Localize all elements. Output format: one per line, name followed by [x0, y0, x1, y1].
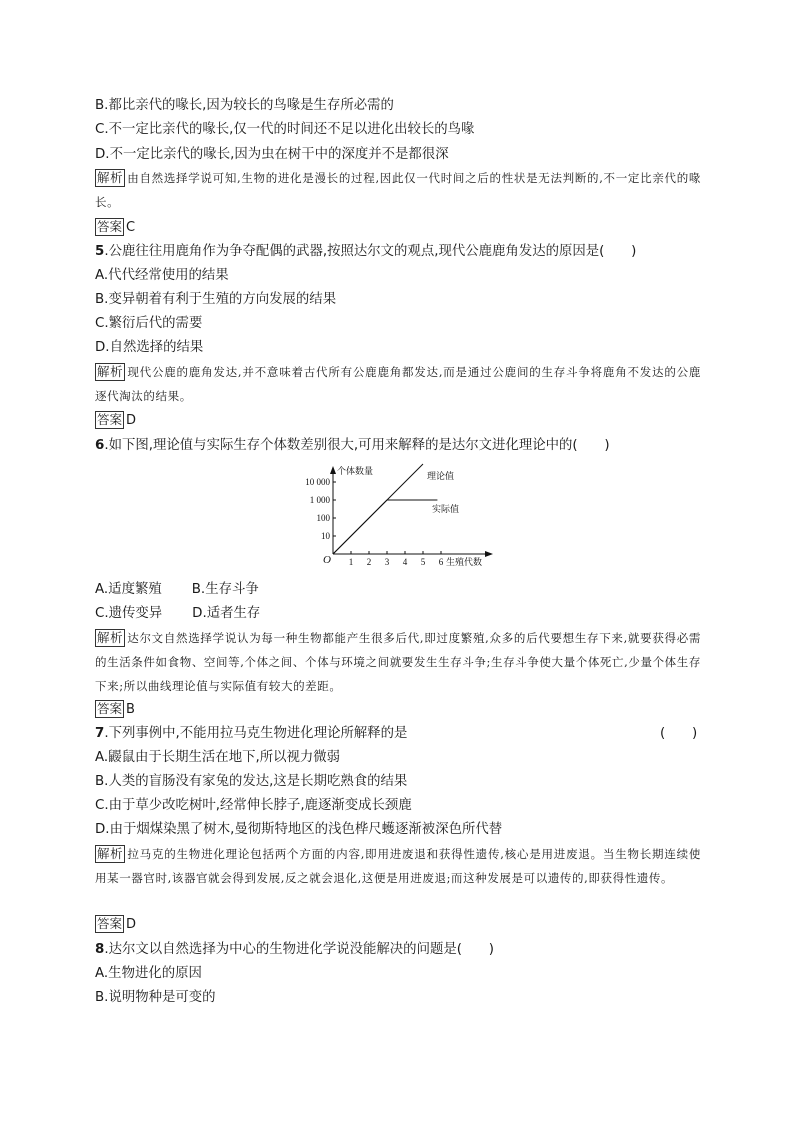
q4-answer [95, 218, 135, 238]
explanation-tag: 解析 [97, 364, 124, 379]
q6-option-b: B.生存斗争 [191, 582, 259, 597]
answer-tag: 答案 [97, 916, 123, 931]
answer-tag: 答案 [97, 219, 123, 234]
q4-option-b: B.都比亲代的喙长,因为较长的鸟喙是生存所必需的 [95, 98, 394, 113]
question-number: 8 [95, 942, 105, 957]
explanation-text: 达尔文自然选择学说认为每一种生物都能产生很多后代,即过度繁殖,众多的后代要想生存下来,就要获得必需的生活条件如食物、空间等,个体之间、个体与环境之间就要发生生存斗争;生存斗争使大量个体死亡,少量个体生存下来;所以曲线理论值与实际值有较大的差距。 [95, 631, 701, 693]
answer-value: C [126, 220, 136, 235]
q6-options-row1 [95, 580, 259, 600]
series-label-actual: 实际值 [432, 505, 460, 515]
x-tick-label: 3 [384, 557, 390, 567]
q6-stem [95, 436, 610, 456]
y-axis-label: 个体数量 [337, 467, 374, 477]
q7-option-b: B.人类的盲肠没有家兔的发达,这是长期吃熟食的结果 [95, 774, 408, 789]
q8-stem [95, 940, 494, 960]
q5-option-c: C.繁衍后代的需要 [95, 316, 203, 331]
q5-option-b: B.变异朝着有利于生殖的方向发展的结果 [95, 292, 337, 307]
question-text: .公鹿往往用鹿角作为争夺配偶的武器,按照达尔文的观点,现代公鹿鹿角发达的原因是( ) [104, 244, 637, 259]
q6-options-row2 [95, 604, 260, 624]
q6-option-d: D.适者生存 [192, 606, 261, 621]
q7-answer-paren: ( ) [660, 726, 698, 741]
question-text: .达尔文以自然选择为中心的生物进化学说没能解决的问题是( ) [104, 942, 494, 957]
q8-option-a: A.生物进化的原因 [95, 966, 202, 981]
question-number: 6 [95, 438, 105, 453]
x-axis-arrow [485, 551, 493, 557]
question-text: .如下图,理论值与实际生存个体数差别很大,可用来解释的是达尔文进化理论中的( ) [104, 438, 610, 453]
x-tick-label: 1 [348, 557, 354, 567]
question-number: 5 [95, 244, 105, 259]
x-tick-label: 4 [402, 557, 408, 567]
answer-tag: 答案 [97, 701, 123, 716]
q7-stem [95, 724, 407, 744]
y-axis-arrow [330, 466, 336, 474]
q7-option-c: C.由于草少改吃树叶,经常伸长脖子,鹿逐渐变成长颈鹿 [95, 798, 412, 813]
series-label-theoretical: 理论值 [427, 472, 455, 482]
question-number: 7 [95, 726, 105, 741]
q5-option-d: D.自然选择的结果 [95, 340, 204, 355]
q5-option-a: A.代代经常使用的结果 [95, 268, 229, 283]
q6-option-a: A.适度繁殖 [95, 582, 162, 597]
q7-option-a: A.鼹鼠由于长期生活在地下,所以视力微弱 [95, 750, 341, 765]
answer-value: B [126, 702, 135, 717]
q6-explanation [95, 626, 701, 698]
q8-option-b: B.说明物种是可变的 [95, 990, 216, 1005]
q5-explanation [95, 360, 701, 408]
series-line-actual [333, 500, 437, 554]
explanation-tag: 解析 [97, 170, 124, 185]
q4-option-c: C.不一定比亲代的喙长,仅一代的时间还不足以进化出较长的鸟喙 [95, 122, 475, 137]
origin-label: O [323, 554, 331, 566]
explanation-text: 现代公鹿的鹿角发达,并不意味着古代所有公鹿鹿角都发达,而是通过公鹿间的生存斗争将鹿角不发达的公鹿逐代淘汰的结果。 [95, 365, 701, 403]
q7-option-d: D.由于烟煤染黑了树木,曼彻斯特地区的浅色桦尺蠖逐渐被深色所代替 [95, 822, 503, 837]
q5-stem [95, 242, 636, 262]
x-axis-label: 生殖代数 [446, 558, 483, 568]
x-tick-label: 2 [366, 557, 372, 567]
answer-tag: 答案 [97, 412, 123, 427]
answer-value: D [126, 917, 137, 932]
question-text: .下列事例中,不能用拉马克生物进化理论所解释的是 [104, 726, 408, 741]
q4-option-d: D.不一定比亲代的喙长,因为虫在树干中的深度并不是都很深 [95, 147, 449, 162]
explanation-tag: 解析 [97, 846, 124, 861]
explanation-tag: 解析 [97, 630, 124, 645]
q4-explanation [95, 166, 701, 214]
population-chart [295, 462, 505, 574]
x-tick-label: 5 [420, 557, 426, 567]
explanation-text: 由自然选择学说可知,生物的进化是漫长的过程,因此仅一代时间之后的性状是无法判断的,不一定比亲代的喙长。 [95, 171, 701, 209]
y-tick-label: 100 [316, 513, 330, 523]
explanation-text: 拉马克的生物进化理论包括两个方面的内容,即用进废退和获得性遗传,核心是用进废退。当生物长期连续使用某一器官时,该器官就会得到发展,反之就会退化,这便是用进废退;而这种发展是可以遗传的,即获得性遗传。 [95, 847, 701, 885]
y-tick-label: 10 000 [305, 477, 330, 487]
q7-explanation [95, 842, 701, 890]
x-tick-label: 6 [438, 557, 444, 567]
q5-answer [95, 411, 136, 431]
q6-option-c: C.遗传变异 [95, 606, 163, 621]
answer-value: D [126, 413, 137, 428]
y-tick-label: 10 [321, 531, 330, 541]
q6-answer [95, 700, 135, 720]
q7-answer [95, 915, 136, 935]
y-tick-label: 1 000 [309, 495, 330, 505]
